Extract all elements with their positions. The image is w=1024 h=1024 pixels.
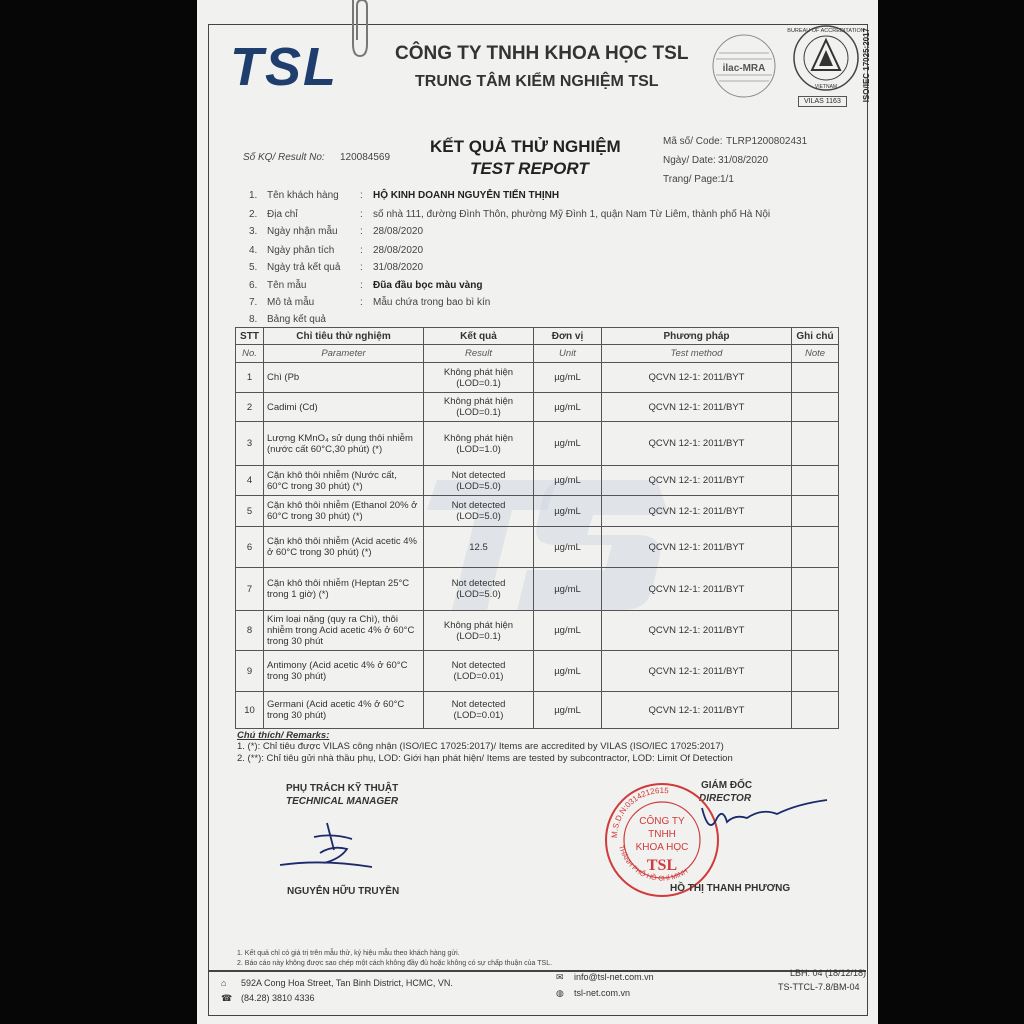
cell-method: QCVN 12-1: 2011/BYT bbox=[602, 651, 792, 692]
info-number: 7. bbox=[249, 297, 258, 308]
cell-no: 7 bbox=[236, 568, 264, 611]
cell-result: Không phát hiện (LOD=1.0) bbox=[424, 422, 534, 466]
paperclip-icon bbox=[345, 0, 375, 62]
stamp-line: CÔNG TY bbox=[639, 816, 685, 827]
info-label: Tên mẫu bbox=[267, 280, 307, 291]
cell-unit: µg/mL bbox=[534, 496, 602, 527]
footer-note: 1. Kết quả chỉ có giá trị trên mẫu thử, ký hiệu mẫu theo khách hàng gửi. bbox=[237, 950, 460, 957]
code-value: TLRP1200802431 bbox=[726, 136, 808, 147]
table-row bbox=[236, 568, 839, 611]
info-number: 8. bbox=[249, 314, 258, 325]
phone-icon: ☎ bbox=[221, 993, 233, 1003]
remark-item: 2. (**): Chỉ tiêu gửi nhà thầu phụ, LOD: Giới hạn phát hiện/ Items are tested by subcontractor, LOD: Limit Of Detection bbox=[237, 753, 733, 764]
result-no-label: Số KQ/ Result No: bbox=[243, 152, 325, 163]
col-sub-note: Note bbox=[792, 345, 839, 363]
report-title-vn: KẾT QUẢ THỬ NGHIỆM bbox=[430, 137, 621, 156]
table-row bbox=[236, 611, 839, 651]
cell-method: QCVN 12-1: 2011/BYT bbox=[602, 568, 792, 611]
seal-ring-text: BUREAU OF ACCREDITATION bbox=[787, 28, 865, 34]
cell-note bbox=[792, 568, 839, 611]
remark-item: 1. (*): Chỉ tiêu được VILAS công nhận (ISO/IEC 17025:2017)/ Items are accredited by VILAS (ISO/IEC 17025:2017) bbox=[237, 741, 724, 752]
cell-no: 5 bbox=[236, 496, 264, 527]
cell-no: 8 bbox=[236, 611, 264, 651]
director-title-en: DIRECTOR bbox=[699, 793, 752, 804]
col-header-method: Phương pháp bbox=[602, 328, 792, 345]
info-label: Ngày phân tích bbox=[267, 245, 335, 256]
tech-manager-title-en: TECHNICAL MANAGER bbox=[286, 796, 399, 807]
col-sub-method: Test method bbox=[602, 345, 792, 363]
col-sub-unit: Unit bbox=[534, 345, 602, 363]
report-page bbox=[197, 0, 878, 1024]
table-row bbox=[236, 692, 839, 729]
cell-no: 4 bbox=[236, 466, 264, 496]
director-name: HỒ THỊ THANH PHƯƠNG bbox=[670, 883, 791, 894]
table-header-row bbox=[236, 328, 839, 345]
info-colon: : bbox=[360, 297, 363, 308]
cell-note bbox=[792, 611, 839, 651]
cell-parameter: Kim loại nặng (quy ra Chì), thôi nhiễm trong Acid acetic 4% ở 60°C trong 30 phút bbox=[264, 611, 424, 651]
cell-result: Không phát hiện (LOD=0.1) bbox=[424, 393, 534, 422]
cell-unit: µg/mL bbox=[534, 692, 602, 729]
cell-no: 6 bbox=[236, 527, 264, 568]
info-value: 28/08/2020 bbox=[373, 245, 424, 256]
cell-result: Not detected (LOD=0.01) bbox=[424, 651, 534, 692]
info-colon: : bbox=[360, 245, 363, 256]
info-number: 3. bbox=[249, 226, 258, 237]
location-icon: ⌂ bbox=[221, 978, 227, 988]
cell-unit: µg/mL bbox=[534, 422, 602, 466]
stamp-line: TNHH bbox=[648, 829, 676, 840]
stamp-line: TSL bbox=[646, 857, 678, 874]
cell-method: QCVN 12-1: 2011/BYT bbox=[602, 496, 792, 527]
cell-note bbox=[792, 422, 839, 466]
info-value: số nhà 111, đường Đình Thôn, phường Mỹ Đình 1, quận Nam Từ Liêm, thành phố Hà Nội bbox=[373, 209, 771, 220]
cell-no: 10 bbox=[236, 692, 264, 729]
cell-method: QCVN 12-1: 2011/BYT bbox=[602, 393, 792, 422]
cell-parameter: Germani (Acid acetic 4% ở 60°C trong 30 phút) bbox=[264, 692, 424, 729]
accreditation-seal bbox=[787, 24, 865, 92]
cell-parameter: Lượng KMnO₄ sử dụng thôi nhiễm (nước cất 60°C,30 phút) (*) bbox=[264, 422, 424, 466]
cell-note bbox=[792, 496, 839, 527]
cell-unit: µg/mL bbox=[534, 393, 602, 422]
footer-website: tsl-net.com.vn bbox=[574, 988, 631, 998]
cell-result: Không phát hiện (LOD=0.1) bbox=[424, 363, 534, 393]
cell-parameter: Cặn khô thôi nhiễm (Nước cất, 60°C trong 30 phút) (*) bbox=[264, 466, 424, 496]
info-number: 5. bbox=[249, 262, 258, 273]
cell-note bbox=[792, 692, 839, 729]
cell-parameter: Chì (Pb bbox=[264, 363, 424, 393]
col-header-result: Kết quả bbox=[424, 328, 534, 345]
cell-note bbox=[792, 363, 839, 393]
info-value: HỘ KINH DOANH NGUYỄN TIẾN THỊNH bbox=[373, 190, 560, 201]
info-number: 6. bbox=[249, 280, 258, 291]
table-subheader-row bbox=[236, 345, 839, 363]
table-row bbox=[236, 527, 839, 568]
cell-result: Not detected (LOD=5.0) bbox=[424, 568, 534, 611]
tech-manager-title-vn: PHỤ TRÁCH KỸ THUẬT bbox=[286, 783, 399, 794]
info-label: Mô tả mẫu bbox=[267, 297, 315, 308]
cell-method: QCVN 12-1: 2011/BYT bbox=[602, 527, 792, 568]
cell-no: 2 bbox=[236, 393, 264, 422]
iso-standard: ISO/IEC 17025:2017 bbox=[862, 28, 871, 103]
cell-unit: µg/mL bbox=[534, 568, 602, 611]
col-header-note: Ghi chú bbox=[792, 328, 839, 345]
cell-no: 9 bbox=[236, 651, 264, 692]
cell-note bbox=[792, 527, 839, 568]
company-logo: TSL bbox=[230, 37, 338, 97]
ilac-mra-logo bbox=[711, 33, 777, 99]
footer-divider bbox=[208, 970, 866, 972]
globe-icon: ◍ bbox=[556, 988, 564, 998]
cell-unit: µg/mL bbox=[534, 611, 602, 651]
info-label: Ngày nhận mẫu bbox=[267, 226, 338, 237]
center-name: TRUNG TÂM KIỂM NGHIỆM TSL bbox=[415, 73, 659, 90]
cell-unit: µg/mL bbox=[534, 466, 602, 496]
cell-result: Không phát hiện (LOD=0.1) bbox=[424, 611, 534, 651]
info-value: Đũa đầu bọc màu vàng bbox=[373, 280, 483, 291]
report-title-en: TEST REPORT bbox=[470, 159, 589, 178]
cell-parameter: Cặn khô thôi nhiễm (Heptan 25°C trong 1 giờ) (*) bbox=[264, 568, 424, 611]
info-value: 28/08/2020 bbox=[373, 226, 424, 237]
col-header-parameter: Chỉ tiêu thử nghiệm bbox=[264, 328, 424, 345]
cell-no: 1 bbox=[236, 363, 264, 393]
col-sub-no: No. bbox=[236, 345, 264, 363]
results-table bbox=[235, 327, 839, 729]
footer-email: info@tsl-net.com.vn bbox=[574, 972, 654, 982]
info-number: 2. bbox=[249, 209, 258, 220]
table-row bbox=[236, 466, 839, 496]
info-value: Mẫu chứa trong bao bì kín bbox=[373, 297, 491, 308]
info-colon: : bbox=[360, 190, 363, 201]
table-row bbox=[236, 651, 839, 692]
table-row bbox=[236, 393, 839, 422]
director-title-vn: GIÁM ĐỐC bbox=[701, 780, 753, 791]
cell-no: 3 bbox=[236, 422, 264, 466]
code-label: Mã số/ Code: bbox=[663, 136, 723, 147]
footer-address: 592A Cong Hoa Street, Tan Binh District, HCMC, VN. bbox=[241, 978, 453, 988]
info-colon: : bbox=[360, 209, 363, 220]
cell-method: QCVN 12-1: 2011/BYT bbox=[602, 422, 792, 466]
result-no: 120084569 bbox=[340, 152, 391, 163]
cell-method: QCVN 12-1: 2011/BYT bbox=[602, 363, 792, 393]
company-name: CÔNG TY TNHH KHOA HỌC TSL bbox=[395, 43, 689, 64]
col-sub-result: Result bbox=[424, 345, 534, 363]
cell-result: Not detected (LOD=5.0) bbox=[424, 466, 534, 496]
footer-phone: (84.28) 3810 4336 bbox=[241, 993, 315, 1003]
col-header-no: STT bbox=[236, 328, 264, 345]
cell-note bbox=[792, 393, 839, 422]
stamp-line: KHOA HỌC bbox=[635, 842, 689, 853]
info-colon: : bbox=[360, 262, 363, 273]
cell-parameter: Cadimi (Cd) bbox=[264, 393, 424, 422]
stamp-ring-bottom-text: THÀNH PHỐ HỒ CHÍ MINH bbox=[617, 844, 690, 883]
stamp-ring-text: M.S.D.N:0314212615 bbox=[609, 785, 670, 839]
email-icon: ✉ bbox=[556, 972, 564, 982]
cell-method: QCVN 12-1: 2011/BYT bbox=[602, 466, 792, 496]
cell-note bbox=[792, 466, 839, 496]
cell-method: QCVN 12-1: 2011/BYT bbox=[602, 692, 792, 729]
col-sub-parameter: Parameter bbox=[264, 345, 424, 363]
col-header-unit: Đơn vị bbox=[534, 328, 602, 345]
tech-manager-signature bbox=[272, 815, 412, 880]
cell-method: QCVN 12-1: 2011/BYT bbox=[602, 611, 792, 651]
seal-country: VIETNAM bbox=[814, 84, 838, 90]
info-label: Bảng kết quả bbox=[267, 314, 326, 325]
cell-parameter: Cặn khô thôi nhiễm (Ethanol 20% ở 60°C trong 30 phút) (*) bbox=[264, 496, 424, 527]
cell-unit: µg/mL bbox=[534, 651, 602, 692]
info-number: 1. bbox=[249, 190, 258, 201]
remarks-title: Chú thích/ Remarks: bbox=[237, 730, 330, 741]
cell-result: 12.5 bbox=[424, 527, 534, 568]
info-colon: : bbox=[360, 280, 363, 291]
info-number: 4. bbox=[249, 245, 258, 256]
director-signature bbox=[702, 800, 827, 825]
footer-form-code: TS-TTCL-7.8/BM-04 bbox=[778, 982, 860, 992]
info-label: Ngày trả kết quả bbox=[267, 262, 341, 273]
info-colon: : bbox=[360, 226, 363, 237]
cell-parameter: Cặn khô thôi nhiễm (Acid acetic 4% ở 60°C trong 30 phút) (*) bbox=[264, 527, 424, 568]
cell-result: Not detected (LOD=0.01) bbox=[424, 692, 534, 729]
date-value: 31/08/2020 bbox=[718, 155, 769, 166]
cell-result: Not detected (LOD=5.0) bbox=[424, 496, 534, 527]
tech-manager-name: NGUYỄN HỮU TRUYỀN bbox=[287, 886, 400, 897]
date-label: Ngày/ Date: bbox=[663, 155, 716, 166]
footer-note: 2. Báo cáo này không được sao chép một cách không đầy đủ hoặc không có sự chấp thuận của TSL. bbox=[237, 960, 553, 967]
ilac-label: ilac-MRA bbox=[722, 63, 766, 74]
table-row bbox=[236, 496, 839, 527]
page-value: 1/1 bbox=[720, 174, 734, 185]
cell-parameter: Antimony (Acid acetic 4% ở 60°C trong 30 phút) bbox=[264, 651, 424, 692]
cell-unit: µg/mL bbox=[534, 363, 602, 393]
info-label: Tên khách hàng bbox=[267, 190, 339, 201]
info-label: Địa chỉ bbox=[267, 209, 298, 220]
cell-note bbox=[792, 651, 839, 692]
footer-lbh: LBH: 04 (18/12/18) bbox=[790, 968, 867, 978]
info-value: 31/08/2020 bbox=[373, 262, 424, 273]
vilas-number: VILAS 1163 bbox=[798, 96, 847, 107]
cell-unit: µg/mL bbox=[534, 527, 602, 568]
table-row bbox=[236, 363, 839, 393]
table-row bbox=[236, 422, 839, 466]
page-label: Trang/ Page: bbox=[663, 174, 721, 185]
